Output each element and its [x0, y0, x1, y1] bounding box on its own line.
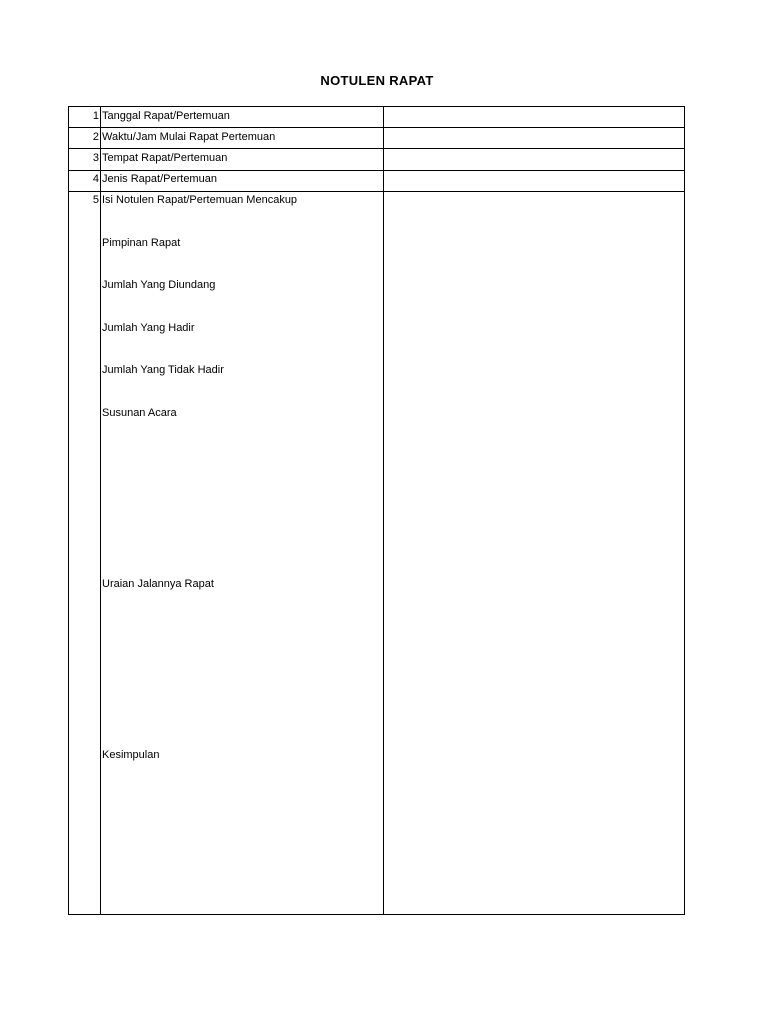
row-label-tanggal: Tanggal Rapat/Pertemuan [102, 110, 230, 122]
sub-item-kesimpulan: Kesimpulan [102, 749, 160, 761]
sub-item-jumlah-hadir: Jumlah Yang Hadir [102, 322, 195, 334]
row-value-isi-notulen[interactable] [385, 192, 684, 914]
row-value-tanggal[interactable] [385, 107, 684, 127]
row-label-jenis: Jenis Rapat/Pertemuan [102, 173, 217, 185]
row-number-3: 3 [92, 152, 99, 164]
row-number-1: 1 [92, 110, 99, 122]
sub-item-susunan-acara: Susunan Acara [102, 407, 177, 419]
column-divider-value [383, 107, 384, 914]
row-number-5: 5 [92, 194, 99, 206]
sub-item-uraian-jalannya-rapat: Uraian Jalannya Rapat [102, 578, 214, 590]
row-number-2: 2 [92, 131, 99, 143]
column-divider-number [100, 107, 101, 914]
sub-item-jumlah-diundang: Jumlah Yang Diundang [102, 279, 216, 291]
row-label-isi-notulen: Isi Notulen Rapat/Pertemuan Mencakup [102, 194, 298, 206]
document-title: NOTULEN RAPAT [320, 73, 434, 88]
sub-item-jumlah-tidak-hadir: Jumlah Yang Tidak Hadir [102, 364, 224, 376]
row-value-jenis[interactable] [385, 171, 684, 191]
row-label-tempat: Tempat Rapat/Pertemuan [102, 152, 228, 164]
row-value-tempat[interactable] [385, 149, 684, 170]
sub-item-pimpinan-rapat: Pimpinan Rapat [102, 237, 181, 249]
row-label-waktu: Waktu/Jam Mulai Rapat Pertemuan [102, 131, 276, 143]
row-value-waktu[interactable] [385, 128, 684, 148]
minutes-table [68, 106, 685, 915]
row-number-4: 4 [92, 173, 99, 185]
